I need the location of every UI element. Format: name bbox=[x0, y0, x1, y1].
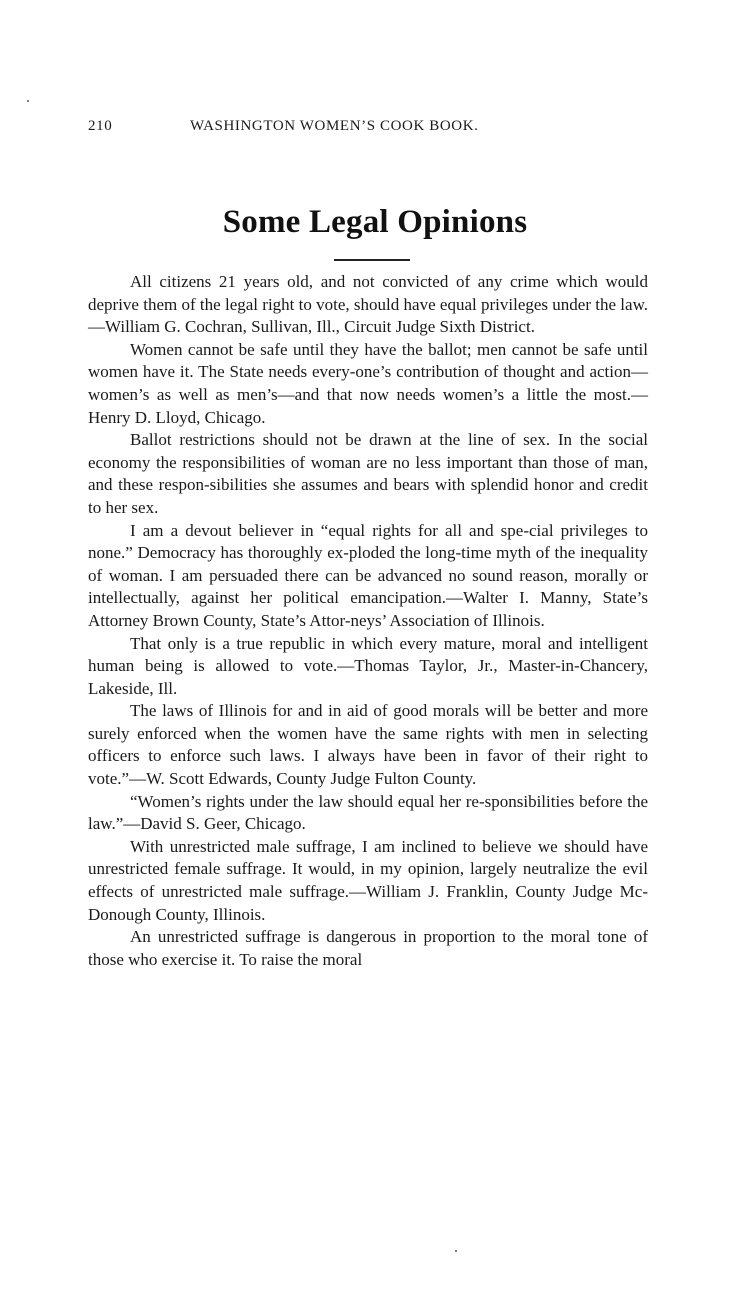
body-text bbox=[88, 271, 648, 971]
paragraph: That only is a true republic in which every mature, moral and intelligent human being is allowed to vote.—Thomas Taylor, Jr., Master-in-Chancery, Lakeside, Ill. bbox=[88, 633, 648, 698]
running-head bbox=[88, 118, 648, 138]
book-title: WASHINGTON WOMEN’S COOK BOOK. bbox=[190, 118, 479, 134]
scan-speck bbox=[455, 1250, 457, 1252]
paragraph: All citizens 21 years old, and not convicted of any crime which would deprive them of the legal right to vote, should have equal privileges under the law.—William G. Cochran, Sullivan, Ill., Circuit Judge Sixth District. bbox=[88, 272, 648, 337]
paragraph: The laws of Illinois for and in aid of good morals will be better and more surely enforced when the women have the same rights with men in selecting officers to enforce such laws. I always have been in favor of their right to vote.”—W. Scott Edwards, County Judge Fulton County. bbox=[88, 701, 648, 789]
page-number: 210 bbox=[88, 118, 113, 134]
paragraph: With unrestricted male suffrage, I am inclined to believe we should have unrestricted female suffrage. It would, in my opinion, largely neutralize the evil effects of unrestricted male suffrage.—William J. Franklin, County Judge Mc-Donough County, Illinois. bbox=[88, 836, 648, 924]
paragraph: I am a devout believer in “equal rights for all and spe-cial privileges to none.” Democracy has thoroughly ex-ploded the long-time myth of the inequality of woman. I am persuaded there can be advanced no sound reason, morally or intellectually, against her political emancipation.—Walter I. Manny, State’s Attorney Brown County, State’s Attor-neys’ Association of Illinois. bbox=[88, 520, 648, 630]
heading-rule bbox=[334, 259, 410, 261]
scan-speck bbox=[27, 100, 29, 102]
paragraph: An unrestricted suffrage is dangerous in proportion to the moral tone of those who exercise it. To raise the moral bbox=[88, 927, 648, 969]
paragraph: “Women’s rights under the law should equal her re-sponsibilities before the law.”—David S. Geer, Chicago. bbox=[88, 791, 648, 834]
paragraph: Ballot restrictions should not be drawn at the line of sex. In the social economy the responsibilities of woman are no less important than those of man, and these respon-sibilities she assumes and bears with splendid honor and credit to her sex. bbox=[88, 430, 648, 517]
section-heading: Some Legal Opinions bbox=[222, 204, 528, 240]
paragraph: Women cannot be safe until they have the ballot; men cannot be safe until women have it. The State needs every-one’s contribution of thought and action—women’s as well as men’s—and that now needs women’s a little the most.—Henry D. Lloyd, Chicago. bbox=[88, 339, 648, 427]
